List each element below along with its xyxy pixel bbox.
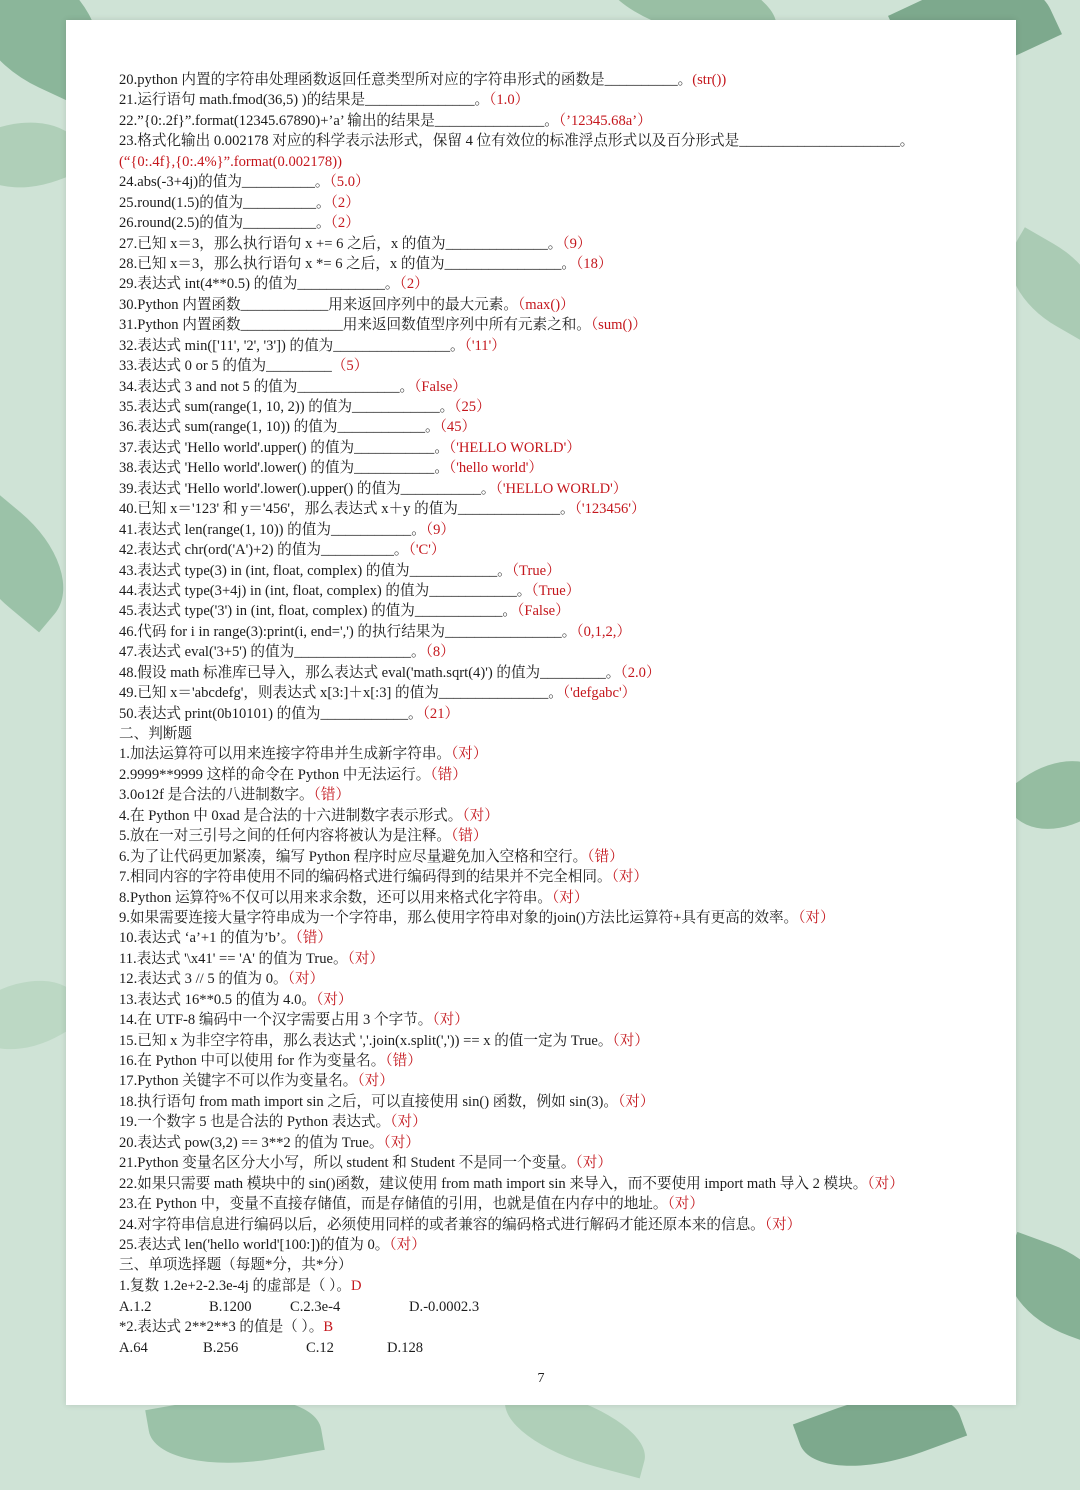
answer-text: （'123456'） xyxy=(574,501,646,518)
question-line xyxy=(119,990,999,1010)
answer-text: （’12345.68a’） xyxy=(558,112,652,129)
answer-text: （25） xyxy=(454,399,491,415)
question-line xyxy=(119,1010,999,1030)
question-text: 36.表达式 sum(range(1, 10)) 的值为____________。 xyxy=(119,419,440,436)
question-line xyxy=(119,663,999,683)
question-line xyxy=(119,928,999,948)
question-text: 43.表达式 type(3) in (int, float, complex) 的值为____________。 xyxy=(119,562,512,579)
question-line xyxy=(119,683,999,703)
question-text: 29.表达式 int(4**0.5) 的值为____________。 xyxy=(119,276,400,293)
question-text: 9.如果需要连接大量字符串成为一个字符串，那么使用字符串对象的join()方法比运算符+具有更高的效率。 xyxy=(119,909,799,926)
answer-text: (str()) xyxy=(692,72,727,88)
question-text: 40.已知 x＝'123' 和 y＝'456'，那么表达式 x＋y 的值为______________。 xyxy=(119,501,575,518)
question-text: 二、判断题 xyxy=(119,726,192,742)
answer-text: （True） xyxy=(511,562,561,579)
option-a: A.64 xyxy=(119,1339,148,1356)
question-text: 47.表达式 eval('3+5') 的值为________________。 xyxy=(119,644,426,661)
document-page xyxy=(66,20,1016,1405)
question-text: 19.一个数字 5 也是合法的 Python 表达式。 xyxy=(119,1114,391,1131)
question-text: 31.Python 内置函数______________用来返回数值型序列中所有元素之和。 xyxy=(119,317,591,334)
question-line xyxy=(119,744,999,764)
answer-text: （9） xyxy=(562,235,592,252)
question-text: 38.表达式 'Hello world'.lower() 的值为___________。 xyxy=(119,460,449,477)
question-line xyxy=(119,131,999,151)
question-line xyxy=(119,458,999,478)
question-line xyxy=(119,499,999,519)
answer-text: （'hello world'） xyxy=(448,460,543,477)
answer-text: （5.0） xyxy=(329,174,370,191)
answer-text: （'C'） xyxy=(408,542,446,559)
question-line xyxy=(119,336,999,356)
option-c: C.12 xyxy=(306,1339,334,1356)
question-text: 41.表达式 len(range(1, 10)) 的值为___________。 xyxy=(119,521,426,538)
question-line xyxy=(119,172,999,192)
question-line xyxy=(119,704,999,724)
question-text: *2.表达式 2**2**3 的值是（ ）。 xyxy=(119,1319,324,1336)
question-text: 1.加法运算符可以用来连接字符串并生成新字符串。 xyxy=(119,746,452,763)
answer-text: （错） xyxy=(451,828,488,845)
question-line xyxy=(119,1276,999,1296)
question-line xyxy=(119,1031,999,1051)
question-text: 2.9999**9999 这样的命令在 Python 中无法运行。 xyxy=(119,766,431,783)
question-text: 5.放在一对三引号之间的任何内容将被认为是注释。 xyxy=(119,828,452,845)
question-text: 21.运行语句 math.fmod(36,5) )的结果是_______________。 xyxy=(119,92,490,109)
question-text: 24.对字符串信息进行编码以后，必须使用同样的或者兼容的编码格式进行解码才能还原本来的信息。 xyxy=(119,1216,765,1233)
answer-text: （0,1,2,） xyxy=(576,623,632,640)
answer-text: （对） xyxy=(551,889,589,906)
answer-text: （对） xyxy=(764,1216,802,1233)
answer-text: （对） xyxy=(432,1012,469,1029)
question-text: 50.表达式 print(0b10101) 的值为____________。 xyxy=(119,705,423,722)
question-text: 20.python 内置的字符串处理函数返回任意类型所对应的字符串形式的函数是__________。 xyxy=(119,72,693,88)
question-line xyxy=(119,581,999,601)
option-b: B.256 xyxy=(203,1339,239,1356)
option-a: A.1.2 xyxy=(119,1299,152,1315)
question-text: 44.表达式 type(3+4j) in (int, float, complex) 的值为____________。 xyxy=(119,582,532,599)
page-number: 7 xyxy=(537,1371,545,1386)
question-text: 48.假设 math 标准库已导入，那么表达式 eval('math.sqrt(4)') 的值为_________。 xyxy=(119,664,621,681)
question-line xyxy=(119,724,999,744)
question-text: 25.round(1.5)的值为__________。 xyxy=(119,194,331,211)
question-line xyxy=(119,213,999,233)
question-line xyxy=(119,234,999,254)
answer-text: （'11'） xyxy=(464,337,506,354)
answer-text: （对） xyxy=(611,869,649,886)
answer-text: （'HELLO WORLD'） xyxy=(495,480,628,497)
question-line xyxy=(119,867,999,887)
question-line xyxy=(119,1133,999,1153)
question-text: 23.格式化输出 0.002178 对应的科学表示法形式，保留 4 位有效位的标准浮点形式以及百分形式是______________________。 xyxy=(119,133,915,150)
question-line xyxy=(119,90,999,110)
question-line xyxy=(119,1215,999,1235)
question-text: 42.表达式 chr(ord('A')+2) 的值为__________。 xyxy=(119,542,409,559)
question-text: 1.复数 1.2e+2-2.3e-4j 的虚部是（ ）。 xyxy=(119,1277,351,1294)
answer-text: （2） xyxy=(330,215,360,232)
question-text: 10.表达式 ‘a’+1 的值为’b’。 xyxy=(119,930,296,947)
answer-text: （2） xyxy=(330,194,360,211)
question-text: 35.表达式 sum(range(1, 10, 2)) 的值为____________。 xyxy=(119,399,455,415)
answer-text: （错） xyxy=(313,787,351,804)
question-line xyxy=(119,70,999,90)
question-line xyxy=(119,1194,999,1214)
question-text: 21.Python 变量名区分大小写，所以 student 和 Student 不是同一个变量。 xyxy=(119,1155,576,1172)
question-text: 37.表达式 'Hello world'.upper() 的值为___________。 xyxy=(119,439,449,456)
question-line xyxy=(119,1255,999,1275)
answer-text: （2） xyxy=(399,276,429,293)
question-text: 32.表达式 min(['11', '2', '3']) 的值为________________。 xyxy=(119,337,465,354)
answer-text: （对） xyxy=(383,1134,420,1151)
question-line xyxy=(119,540,999,560)
question-line xyxy=(119,111,999,131)
question-line xyxy=(119,193,999,213)
question-text: 49.已知 x＝'abcdefg'，则表达式 x[3:]＋x[:3] 的值为_______________。 xyxy=(119,685,563,702)
answer-text: （对） xyxy=(316,991,353,1008)
options-row-1 xyxy=(119,1297,999,1317)
question-line xyxy=(119,908,999,928)
question-line xyxy=(119,1153,999,1173)
question-text: 12.表达式 3 // 5 的值为 0。 xyxy=(119,971,288,988)
question-line xyxy=(119,622,999,642)
question-line xyxy=(119,1174,999,1194)
question-line xyxy=(119,295,999,315)
question-text: 7.相同内容的字符串使用不同的编码格式进行编码得到的结果并不完全相同。 xyxy=(119,869,612,886)
answer-text: （8） xyxy=(425,644,455,661)
question-line xyxy=(119,1235,999,1255)
question-text: 28.已知 x＝3，那么执行语句 x *= 6 之后，x 的值为________________。 xyxy=(119,255,576,272)
question-text: 39.表达式 'Hello world'.lower().upper() 的值为___________。 xyxy=(119,480,496,497)
question-text: 20.表达式 pow(3,2) == 3**2 的值为 True。 xyxy=(119,1134,384,1151)
answer-text: (“{0:.4f},{0:.4%}”.format(0.002178)) xyxy=(119,153,342,170)
answer-text: （'HELLO WORLD'） xyxy=(448,439,581,456)
question-line xyxy=(119,1112,999,1132)
question-line xyxy=(119,438,999,458)
answer-text: （对） xyxy=(618,1093,655,1110)
question-text: 25.表达式 len('hello world'[100:])的值为 0。 xyxy=(119,1236,390,1253)
answer-text: （45） xyxy=(439,419,477,436)
question-line xyxy=(119,1092,999,1112)
answer-text: （False） xyxy=(414,378,467,395)
question-line xyxy=(119,969,999,989)
question-tail xyxy=(119,1297,999,1358)
answer-text: （对） xyxy=(451,746,488,763)
answer-text: （对） xyxy=(357,1073,394,1090)
question-text: 4.在 Python 中 0xad 是合法的十六进制数字表示形式。 xyxy=(119,807,463,824)
question-text: 18.执行语句 from math import sin 之后，可以直接使用 sin() 函数，例如 sin(3)。 xyxy=(119,1093,619,1110)
question-line xyxy=(119,561,999,581)
question-text: 34.表达式 3 and not 5 的值为______________。 xyxy=(119,378,415,395)
question-text: 13.表达式 16**0.5 的值为 4.0。 xyxy=(119,991,317,1008)
question-line xyxy=(119,826,999,846)
answer-text: （对） xyxy=(347,950,385,967)
question-text: 11.表达式 '\x41' == 'A' 的值为 True。 xyxy=(119,950,348,967)
answer-text: （对） xyxy=(798,909,835,926)
answer-text: （对） xyxy=(390,1114,427,1131)
question-text: 46.代码 for i in range(3):print(i, end=',') 的执行结果为________________。 xyxy=(119,623,577,640)
option-d: D.128 xyxy=(387,1339,424,1356)
answer-text: B xyxy=(323,1319,334,1336)
question-line xyxy=(119,315,999,335)
answer-text: （对） xyxy=(612,1032,649,1049)
answer-text: （max()） xyxy=(517,296,575,313)
answer-text: （9） xyxy=(425,521,456,538)
answer-text: （错） xyxy=(587,848,624,865)
answer-text: （对） xyxy=(667,1196,704,1213)
question-text: 33.表达式 0 or 5 的值为_________ xyxy=(119,358,332,375)
question-text: 14.在 UTF-8 编码中一个汉字需要占用 3 个字节。 xyxy=(119,1012,433,1029)
question-line xyxy=(119,417,999,437)
answer-text: （对） xyxy=(287,971,325,988)
question-text: 45.表达式 type('3') in (int, float, complex) 的值为____________。 xyxy=(119,603,518,620)
question-line xyxy=(119,949,999,969)
question-line xyxy=(119,888,999,908)
question-text: 23.在 Python 中，变量不直接存储值，而是存储值的引用，也就是值在内存中的地址。 xyxy=(119,1196,668,1213)
question-line xyxy=(119,1317,999,1337)
question-text: 27.已知 x＝3，那么执行语句 x += 6 之后，x 的值为______________。 xyxy=(119,235,563,252)
answer-text: （False） xyxy=(517,603,570,620)
question-text: 16.在 Python 中可以使用 for 作为变量名。 xyxy=(119,1053,386,1069)
question-line xyxy=(119,397,999,417)
answer-text: （sum()） xyxy=(590,317,647,334)
answer-text: （错） xyxy=(385,1053,422,1069)
answer-text: （错） xyxy=(295,930,332,947)
question-line xyxy=(119,601,999,621)
answer-text: （对） xyxy=(389,1236,426,1253)
question-line xyxy=(119,520,999,540)
question-text: 三、单项选择题（每题*分，共*分） xyxy=(119,1257,353,1274)
question-list xyxy=(119,70,999,1296)
answer-text: （18） xyxy=(576,255,613,272)
question-text: 22.”{0:.2f}”.format(12345.67890)+’a’ 输出的结果是_______________。 xyxy=(119,112,559,129)
answer-text: （True） xyxy=(531,582,581,599)
answer-text: （'defgabc'） xyxy=(562,685,637,702)
question-text: 15.已知 x 为非空字符串，那么表达式 ','.join(x.split(',')) == x 的值一定为 True。 xyxy=(119,1032,613,1049)
question-text: 26.round(2.5)的值为__________。 xyxy=(119,215,331,232)
answer-text: （对） xyxy=(575,1155,612,1172)
question-line xyxy=(119,847,999,867)
question-line xyxy=(119,274,999,294)
question-line xyxy=(119,765,999,785)
answer-text: （5） xyxy=(331,358,369,375)
answer-text: （对） xyxy=(867,1175,904,1192)
question-text: 8.Python 运算符%不仅可以用来求余数，还可以用来格式化字符串。 xyxy=(119,889,552,906)
answer-text: （对） xyxy=(462,807,499,824)
question-line xyxy=(119,152,999,172)
answer-text: （21） xyxy=(422,705,460,722)
option-c: C.2.3e-4 xyxy=(290,1299,341,1315)
question-line xyxy=(119,377,999,397)
answer-text: （2.0） xyxy=(620,664,661,681)
answer-text: D xyxy=(350,1277,362,1294)
question-text: 30.Python 内置函数____________用来返回序列中的最大元素。 xyxy=(119,296,518,313)
question-text: 3.0o12f 是合法的八进制数字。 xyxy=(119,787,314,804)
question-text: 22.如果只需要 math 模块中的 sin()函数，建议使用 from math import sin 来导入，而不要使用 import math 导入 2 模块。 xyxy=(119,1175,868,1192)
option-b: B.1200 xyxy=(209,1299,252,1315)
question-line xyxy=(119,479,999,499)
question-line xyxy=(119,806,999,826)
question-text: 24.abs(-3+4j)的值为__________。 xyxy=(119,174,330,191)
question-line xyxy=(119,1051,999,1071)
question-line xyxy=(119,356,999,376)
question-line xyxy=(119,254,999,274)
answer-text: （1.0） xyxy=(489,92,530,109)
question-line xyxy=(119,642,999,662)
question-text: 6.为了让代码更加紧凑，编写 Python 程序时应尽量避免加入空格和空行。 xyxy=(119,848,588,865)
question-line xyxy=(119,1071,999,1091)
question-line xyxy=(119,785,999,805)
answer-text: （错） xyxy=(430,766,467,783)
option-d: D.-0.0002.3 xyxy=(409,1299,480,1315)
options-row-2 xyxy=(119,1338,999,1358)
question-text: 17.Python 关键字不可以作为变量名。 xyxy=(119,1073,358,1090)
